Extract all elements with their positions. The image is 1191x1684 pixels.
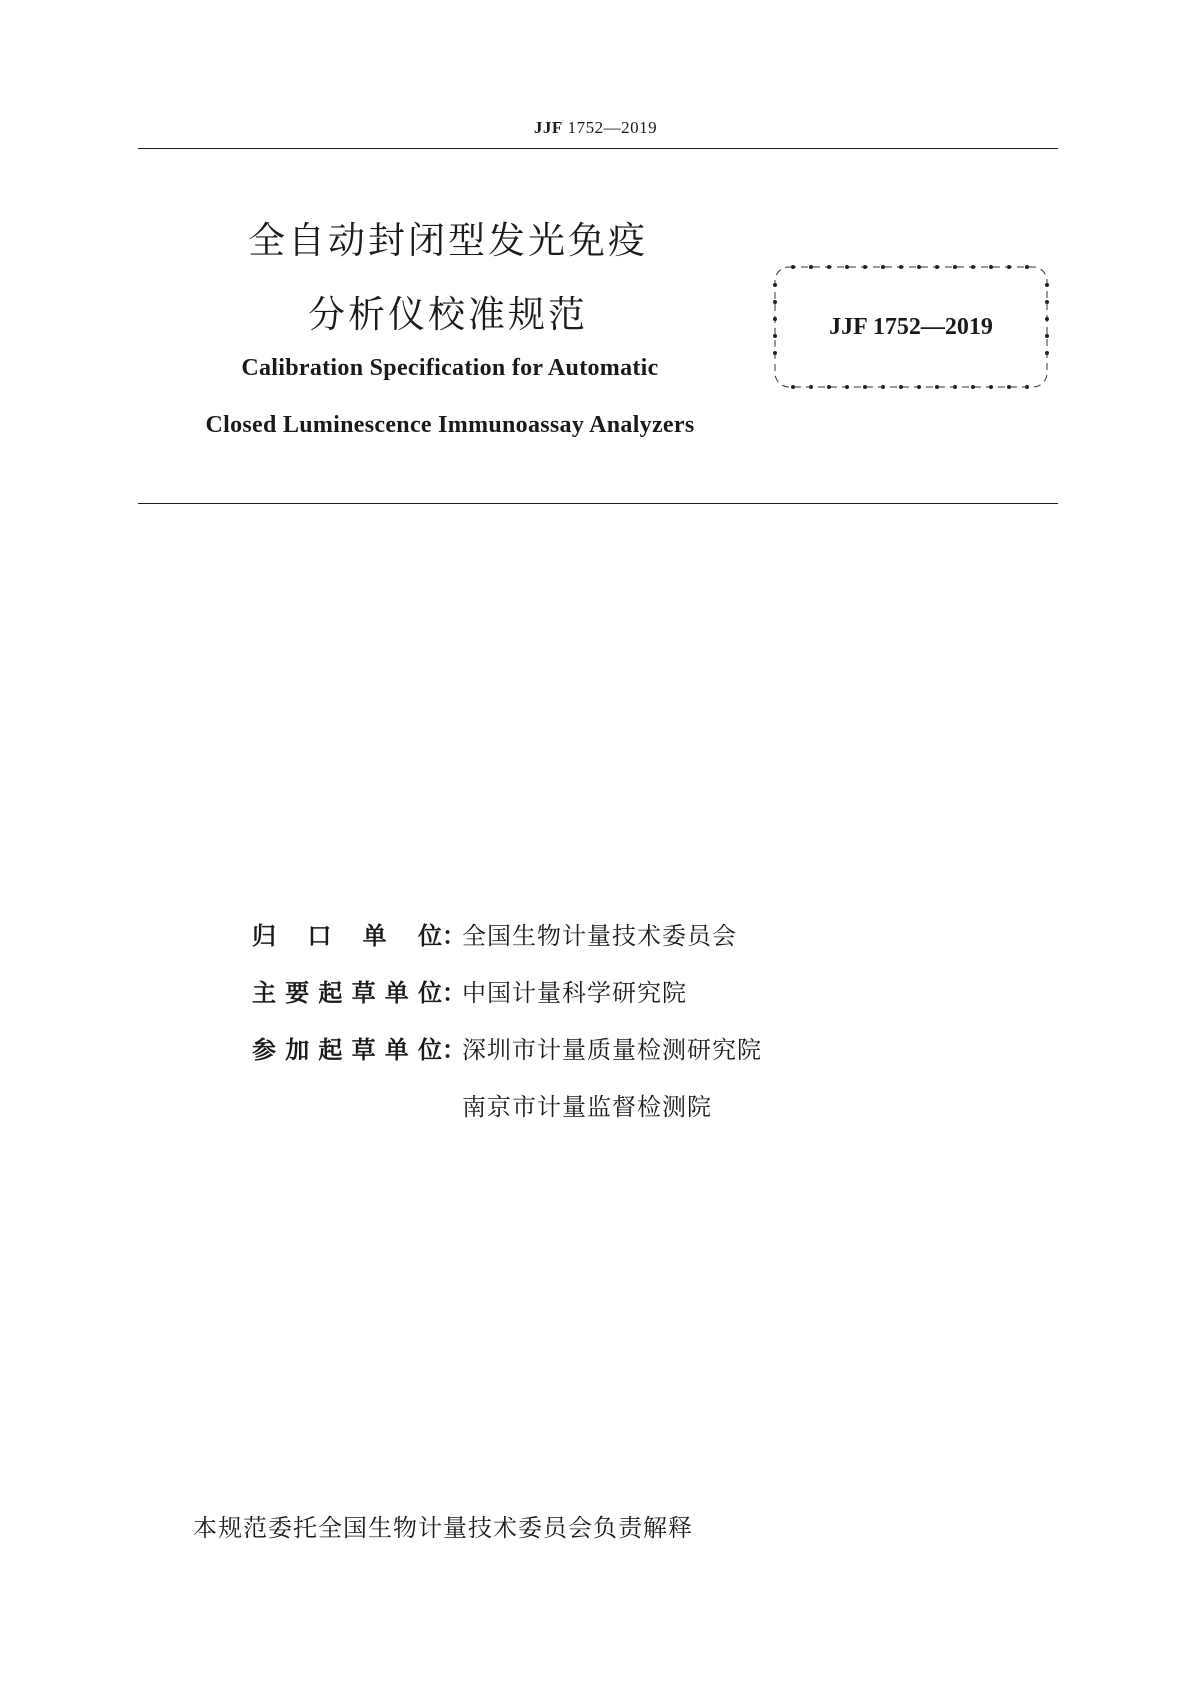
org-label-char: 位 bbox=[417, 1036, 442, 1064]
org-label-char: 口 bbox=[307, 922, 332, 950]
org-label-char: 单 bbox=[362, 922, 387, 950]
org-label-char: 主 bbox=[252, 979, 276, 1007]
title-en-line2: Closed Luminescence Immunoassay Analyzers bbox=[205, 412, 695, 438]
title-cn-line1: 全自动封闭型发光免疫 bbox=[248, 219, 648, 262]
org-value: 全国生物计量技术委员会 bbox=[462, 922, 737, 950]
org-label-char: 草 bbox=[351, 979, 376, 1007]
org-label-char: 加 bbox=[285, 1036, 310, 1064]
org-colon: ： bbox=[442, 922, 466, 950]
interpretation-note: 本规范委托全国生物计量技术委员会负责解释 bbox=[193, 1514, 693, 1542]
org-label-char: 单 bbox=[384, 979, 409, 1007]
org-label-char: 起 bbox=[318, 979, 343, 1007]
org-row-participating-drafter-2 bbox=[252, 1076, 762, 1133]
organization-list bbox=[252, 905, 762, 1133]
org-label bbox=[252, 916, 442, 951]
org-colon: ： bbox=[442, 1036, 466, 1064]
running-header bbox=[0, 118, 1191, 138]
title-cn-line2: 分析仪校准规范 bbox=[308, 293, 588, 336]
org-label bbox=[252, 973, 442, 1008]
org-value: 南京市计量监督检测院 bbox=[462, 1093, 712, 1121]
running-header-code: JJF bbox=[533, 118, 563, 137]
org-label-char: 单 bbox=[384, 1036, 409, 1064]
org-row-main-drafter bbox=[252, 962, 762, 1019]
running-header-number: 1752—2019 bbox=[567, 118, 658, 137]
org-colon: ： bbox=[442, 979, 466, 1007]
org-label bbox=[252, 1030, 442, 1065]
bottom-rule bbox=[138, 503, 1058, 504]
org-row-centralized bbox=[252, 905, 762, 962]
stamp-code: JJF 1752—2019 bbox=[829, 314, 993, 340]
org-value: 深圳市计量质量检测研究院 bbox=[462, 1036, 762, 1064]
org-value: 中国计量科学研究院 bbox=[462, 979, 687, 1007]
standard-code-stamp bbox=[771, 263, 1051, 391]
org-row-participating-drafter bbox=[252, 1019, 762, 1076]
title-en-line1: Calibration Specification for Automatic bbox=[241, 355, 659, 381]
org-label-char: 归 bbox=[252, 922, 276, 950]
top-rule bbox=[138, 148, 1058, 149]
org-label-char: 起 bbox=[318, 1036, 343, 1064]
org-label-char: 位 bbox=[417, 979, 442, 1007]
org-label-char: 草 bbox=[351, 1036, 376, 1064]
org-label-char: 要 bbox=[285, 979, 310, 1007]
org-label-char: 参 bbox=[252, 1036, 276, 1064]
org-label-char: 位 bbox=[417, 922, 442, 950]
